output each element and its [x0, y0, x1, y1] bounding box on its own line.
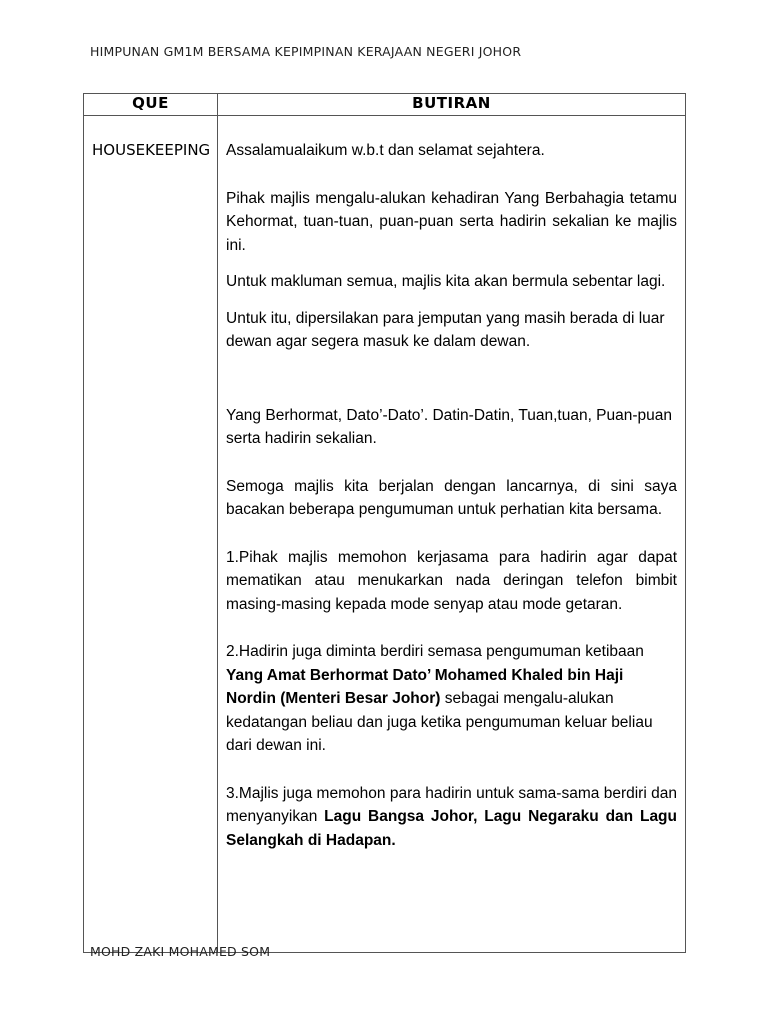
announcement-2-text-end: sebagai mengalu-alukan kedatangan beliau dan juga ketika pengumuman keluar beliau dari dewan ini. — [226, 690, 653, 754]
paragraph-invite-inside: Untuk itu, dipersilakan para jemputan yang masih berada di luar dewan agar segera masuk ke dalam dewan. — [226, 309, 665, 350]
paragraph-welcome: Pihak majlis mengalu-alukan kehadiran Yang Berbahagia tetamu Kehormat, tuan-tuan, puan-puan serta hadirin sekalian ke majlis ini. — [226, 189, 677, 254]
announcement-2-bold: Yang Amat Berhormat Dato’ Mohamed Khaled bin Haji Nordin (Menteri Besar Johor) — [226, 666, 624, 707]
paragraph-start-notice: Untuk makluman semua, majlis kita akan bermula sebentar lagi. — [226, 273, 666, 290]
column-header-butiran: BUTIRAN — [218, 94, 686, 116]
paragraph-announcement-3 — [226, 782, 677, 853]
announcement-2-text-start: 2.Hadirin juga diminta berdiri semasa pengumuman ketibaan — [226, 643, 644, 660]
butiran-cell — [218, 116, 686, 953]
paragraph-salutation: Yang Berhormat, Dato’-Dato’. Datin-Datin, Tuan,tuan, Puan-puan serta hadirin sekalian. — [226, 406, 673, 447]
announcement-3-text-start: 3.Majlis juga memohon para hadirin untuk sama-sama berdiri dan menyanyikan — [226, 784, 677, 825]
page-footer: MOHD ZAKI MOHAMED SOM — [90, 944, 271, 959]
page-header: HIMPUNAN GM1M BERSAMA KEPIMPINAN KERAJAAN NEGERI JOHOR — [90, 44, 522, 59]
table-row — [84, 116, 686, 953]
script-table — [83, 93, 686, 953]
paragraph-announcement-2 — [226, 640, 677, 758]
paragraph-announcements-intro: Semoga majlis kita berjalan dengan lancarnya, di sini saya bacakan beberapa pengumuman untuk perhatian kita bersama. — [226, 477, 677, 518]
table-header-row — [84, 94, 686, 116]
que-cell: HOUSEKEEPING — [84, 116, 218, 953]
column-header-que: QUE — [84, 94, 218, 116]
paragraph-greeting: Assalamualaikum w.b.t dan selamat sejahtera. — [226, 142, 545, 159]
paragraph-announcement-1: 1.Pihak majlis memohon kerjasama para hadirin agar dapat mematikan atau menukarkan nada deringan telefon bimbit masing-masing kepada mode senyap atau mode getaran. — [226, 548, 677, 613]
announcement-3-bold: Lagu Bangsa Johor, Lagu Negaraku dan Lagu Selangkah di Hadapan. — [226, 808, 677, 849]
